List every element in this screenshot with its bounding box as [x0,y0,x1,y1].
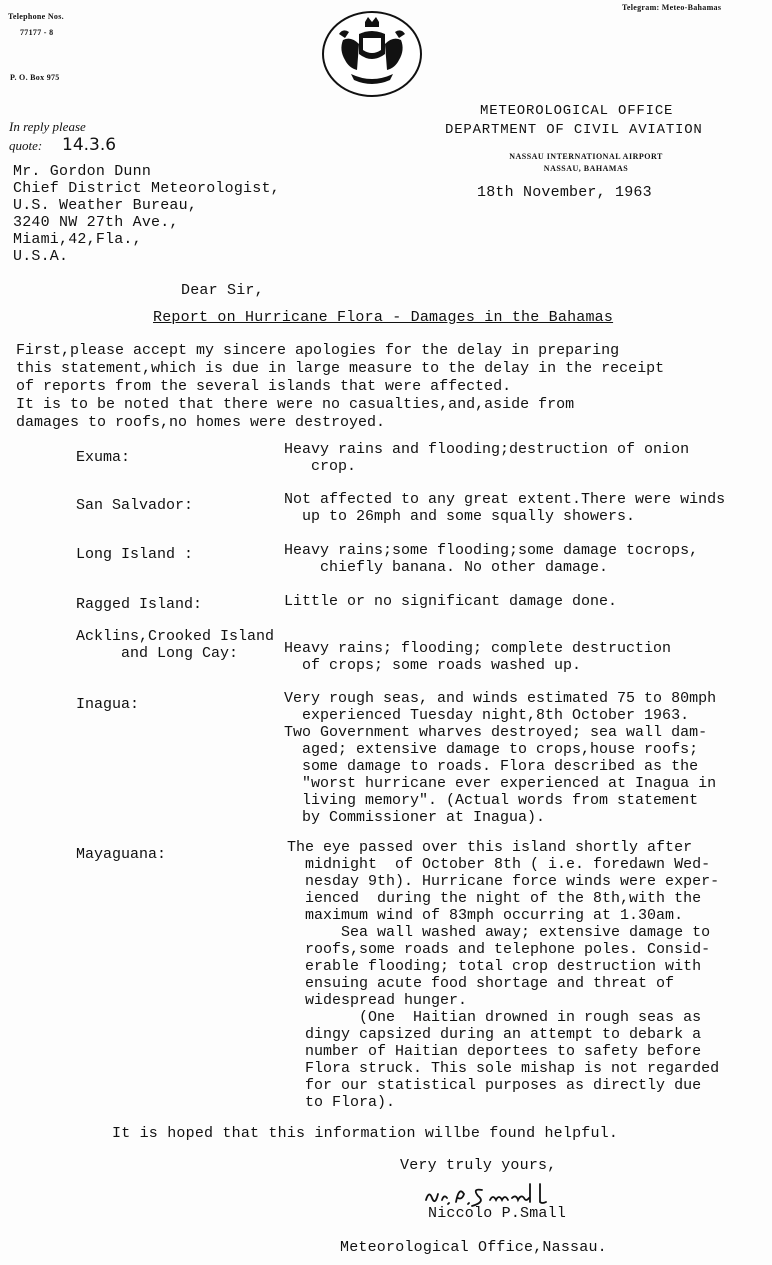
recipient-line: Mr. Gordon Dunn [13,163,152,180]
letter-date: 18th November, 1963 [477,184,652,201]
office-title: METEOROLOGICAL OFFICE [480,103,674,119]
telephone-label: Telephone Nos. [8,12,64,21]
valediction: Very truly yours, [400,1157,557,1174]
island-name-long-island: Long Island : [76,546,194,563]
island-name-ragged-island: Ragged Island: [76,596,203,613]
intro-line: this statement,which is due in large measure to the delay in the receipt [16,360,665,377]
department-title: DEPARTMENT OF CIVIL AVIATION [445,122,703,138]
intro-line: of reports from the several islands that were affected. [16,378,512,395]
island-name-san-salvador: San Salvador: [76,497,194,514]
island-desc-san-salvador: Not affected to any great extent.There were winds up to 26mph and some squally showers. [284,491,726,525]
reply-label-line-2: quote: [9,138,43,153]
recipient-line: Chief District Meteorologist, [13,180,280,197]
airport-line: NASSAU INTERNATIONAL AIRPORT [509,152,663,161]
coat-of-arms-seal [321,10,423,98]
handwritten-signature [420,1180,555,1208]
island-desc-mayaguana: The eye passed over this island shortly after midnight of October 8th ( i.e. foredawn Wed- nesday 9th). Hurricane force winds were exper- ienced during the night of the 8th,with the maximum wind of 83mph occurring at 1.30am. Sea wall washed away; extensive damage to roofs,some roads and telephone poles. Consid- erable flooding; total crop destruction with ensuing acute food shortage and threat of widespread hunger. (One Haitian drowned in rough seas as dingy capsized during an attempt to debark a number of Haitian deportees to safety before Flora struck. This sole mishap is not regarded for our statistical purposes as directly due to Flora). [287,839,720,1111]
telephone-number: 77177 - 8 [20,28,54,37]
signatory-office: Meteorological Office,Nassau. [340,1239,607,1256]
island-name-acklins: Acklins,Crooked Island and Long Cay: [76,628,275,662]
island-name-mayaguana: Mayaguana: [76,846,167,863]
island-name-exuma: Exuma: [76,449,131,466]
island-desc-ragged-island: Little or no significant damage done. [284,593,618,610]
reply-quote-number: 14.3.6 [62,135,117,155]
recipient-line: U.S.A. [13,248,69,265]
island-name-inagua: Inagua: [76,696,140,713]
signatory-name: Niccolo P.Small [428,1205,567,1222]
subject-line: Report on Hurricane Flora - Damages in the Bahamas [153,309,614,326]
city-line: NASSAU, BAHAMAS [543,164,629,173]
reply-label-line-1: In reply please [9,119,86,134]
salutation: Dear Sir, [181,282,264,299]
island-desc-inagua: Very rough seas, and winds estimated 75 to 80mph experienced Tuesday night,8th October 1963. Two Government wharves destroyed; sea wall dam- aged; extensive damage to crops,house roofs; some damage to roads. Flora described as the "worst hurricane ever experienced at Inagua in living memory". (Actual words from statement by Commissioner at Inagua). [284,690,717,826]
recipient-line: Miami,42,Fla., [13,231,142,248]
telegram-address: Telegram: Meteo-Bahamas [622,3,722,12]
po-box: P. O. Box 975 [10,73,60,82]
recipient-line: U.S. Weather Bureau, [13,197,198,214]
island-desc-exuma: Heavy rains and flooding;destruction of onion crop. [284,441,690,475]
island-desc-acklins: Heavy rains; flooding; complete destruction of crops; some roads washed up. [284,640,672,674]
intro-line: It is to be noted that there were no casualties,and,aside from [16,396,575,413]
intro-line: damages to roofs,no homes were destroyed. [16,414,386,431]
island-desc-long-island: Heavy rains;some flooding;some damage tocrops, chiefly banana. No other damage. [284,542,699,576]
intro-line: First,please accept my sincere apologies for the delay in preparing [16,342,620,359]
recipient-line: 3240 NW 27th Ave., [13,214,179,231]
closing-line: It is hoped that this information willbe found helpful. [112,1125,619,1142]
